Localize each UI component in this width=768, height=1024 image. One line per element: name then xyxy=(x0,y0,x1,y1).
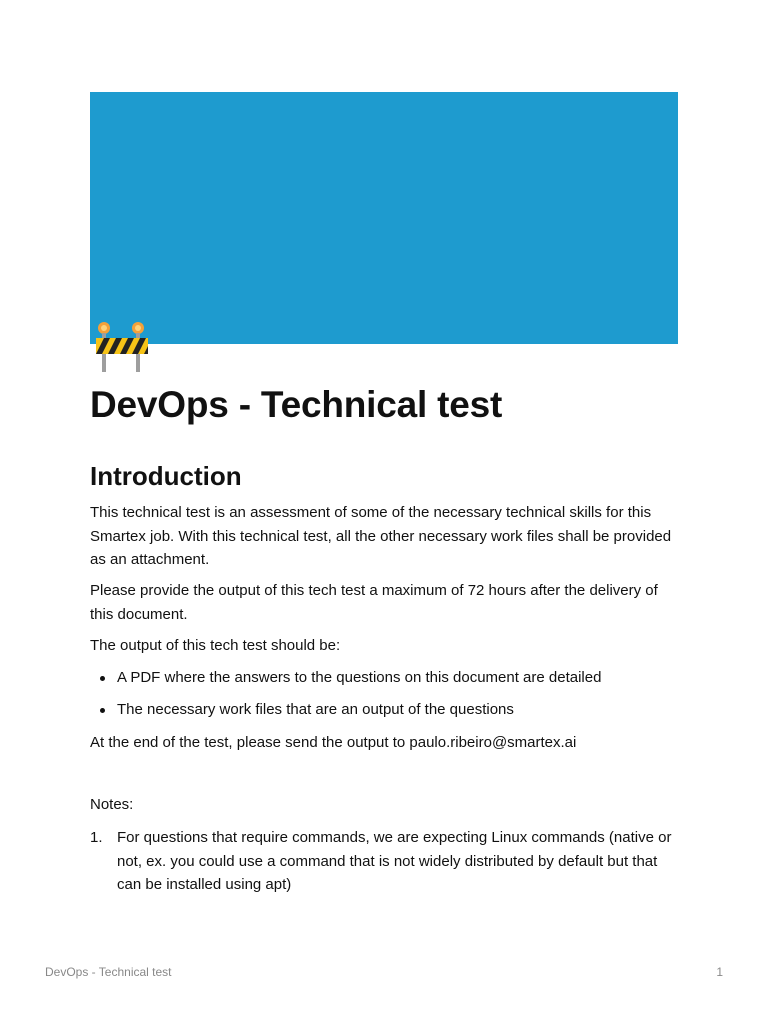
bullet-icon xyxy=(100,676,105,681)
intro-paragraph: This technical test is an assessment of some of the necessary technical skills for this Smartex job. With this technical test, all the other necessary work files shall be provided as an attachment. xyxy=(90,504,672,568)
list-item-text: For questions that require commands, we are expecting Linux commands (native or not, ex. you could use a command that is not widely distributed by default but that can be installed using apt) xyxy=(117,829,672,893)
footer-title: DevOps - Technical test xyxy=(45,965,172,979)
closing-paragraph: At the end of the test, please send the output to paulo.ribeiro@smartex.ai xyxy=(90,734,577,751)
page-title: DevOps - Technical test xyxy=(90,384,503,425)
list-item-text: The necessary work files that are an output of the questions xyxy=(117,701,514,718)
cover-banner xyxy=(90,92,678,344)
list-number: 1. xyxy=(90,829,103,846)
section-heading-introduction: Introduction xyxy=(90,461,242,491)
notes-label: Notes: xyxy=(90,796,134,813)
page-number: 1 xyxy=(716,965,723,979)
bullet-icon xyxy=(100,708,105,713)
deadline-paragraph: Please provide the output of this tech test a maximum of 72 hours after the delivery of this document. xyxy=(90,582,658,623)
output-intro-paragraph: The output of this tech test should be: xyxy=(90,637,341,654)
list-item-text: A PDF where the answers to the questions on this document are detailed xyxy=(117,669,602,686)
construction-barrier-icon xyxy=(94,320,150,374)
